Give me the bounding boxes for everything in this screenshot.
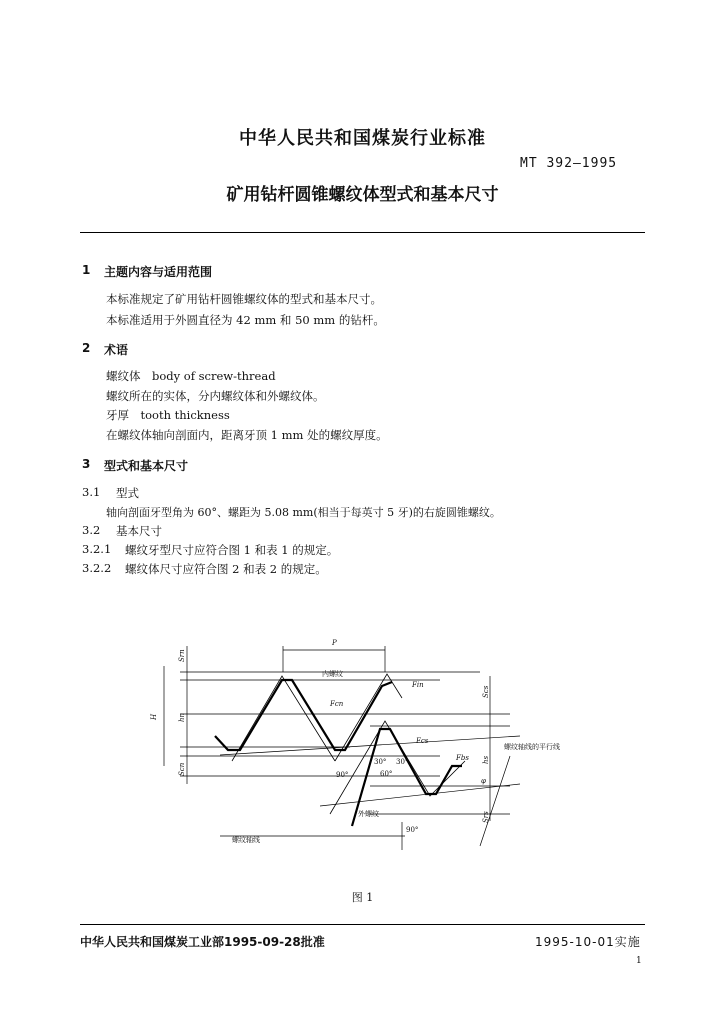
section-1-number: 1 xyxy=(82,263,91,277)
subsection-3-1-number: 3.1 xyxy=(82,485,101,499)
section-2-heading: 术语 xyxy=(104,343,129,357)
section-1-heading: 主题内容与适用范围 xyxy=(104,265,213,279)
label-scn: Scn xyxy=(178,762,186,776)
section-3-heading: 型式和基本尺寸 xyxy=(104,459,189,473)
label-scs: Scs xyxy=(482,685,490,698)
footer-divider xyxy=(80,924,645,925)
label-angle-60: 60° xyxy=(380,770,393,778)
section-3-number: 3 xyxy=(82,457,91,471)
label-angle-90a: 90° xyxy=(336,771,349,779)
taper-line-inner xyxy=(220,736,520,755)
label-fbs: Fbs xyxy=(456,754,469,762)
label-srs: Srs xyxy=(482,811,490,823)
label-fcn: Fcn xyxy=(330,700,344,708)
section-1-line-1: 本标准规定了矿用钻杆圆锥螺纹体的型式和基本尺寸。 xyxy=(106,292,382,306)
subsection-3-2-1-text: 螺纹牙型尺寸应符合图 1 和表 1 的规定。 xyxy=(125,543,339,557)
page-number: 1 xyxy=(636,956,642,966)
implementation-date: 1995-10-01实施 xyxy=(535,935,641,949)
label-phi: φ xyxy=(481,777,486,785)
section-2-line-2: 螺纹所在的实体，分内螺纹体和外螺纹体。 xyxy=(106,389,325,403)
approval-line: 中华人民共和国煤炭工业部1995-09-28批准 xyxy=(80,935,325,949)
label-thread-axis: 螺纹轴线 xyxy=(232,836,260,844)
parallel-leader xyxy=(480,756,510,846)
subsection-3-2-text: 基本尺寸 xyxy=(116,524,162,538)
label-angle-30a: 30° xyxy=(374,758,387,766)
label-hn: hn xyxy=(178,712,186,722)
label-parallel-axis: 螺纹轴线的平行线 xyxy=(504,743,560,751)
document-title: 矿用钻杆圆锥螺纹体型式和基本尺寸 xyxy=(226,185,499,205)
label-fcs: Fcs xyxy=(416,737,429,745)
label-srn: Srn xyxy=(178,649,186,662)
section-2-number: 2 xyxy=(82,341,91,355)
standard-code: MT 392—1995 xyxy=(520,156,618,171)
figure-1-thread-profile xyxy=(140,636,560,850)
subsection-3-2-number: 3.2 xyxy=(82,523,101,537)
inner-thread-outline-1 xyxy=(232,676,335,761)
label-angle-90b: 90° xyxy=(406,826,419,834)
label-hs: hs xyxy=(482,755,490,764)
header-divider xyxy=(80,232,645,233)
label-h: H xyxy=(150,713,158,720)
subsection-3-1-text: 型式 xyxy=(116,486,139,500)
subsection-3-2-1-number: 3.2.1 xyxy=(82,542,112,556)
inner-thread-profile xyxy=(215,680,392,750)
label-fin: Fin xyxy=(412,681,424,689)
section-2-line-3: 牙厚 tooth thickness xyxy=(106,408,230,422)
section-1-line-2: 本标准适用于外圆直径为 42 mm 和 50 mm 的钻杆。 xyxy=(106,313,385,327)
section-2-line-4: 在螺纹体轴向剖面内，距离牙顶 1 mm 处的螺纹厚度。 xyxy=(106,428,388,442)
standard-organization: 中华人民共和国煤炭行业标准 xyxy=(239,128,486,149)
subsection-3-2-2-number: 3.2.2 xyxy=(82,561,112,575)
label-outer-thread: 外螺纹 xyxy=(358,810,379,818)
label-angle-30b: 30° xyxy=(396,758,409,766)
label-inner-thread: 内螺纹 xyxy=(322,670,343,678)
subsection-3-1-body: 轴向剖面牙型角为 60°、螺距为 5.08 mm(相当于每英寸 5 牙)的右旋圆锥螺纹。 xyxy=(106,506,501,519)
label-pitch: P xyxy=(332,639,337,647)
section-2-line-1: 螺纹体 body of screw-thread xyxy=(106,369,276,383)
figure-caption: 图 1 xyxy=(351,891,374,904)
subsection-3-2-2-text: 螺纹体尺寸应符合图 2 和表 2 的规定。 xyxy=(125,562,327,576)
